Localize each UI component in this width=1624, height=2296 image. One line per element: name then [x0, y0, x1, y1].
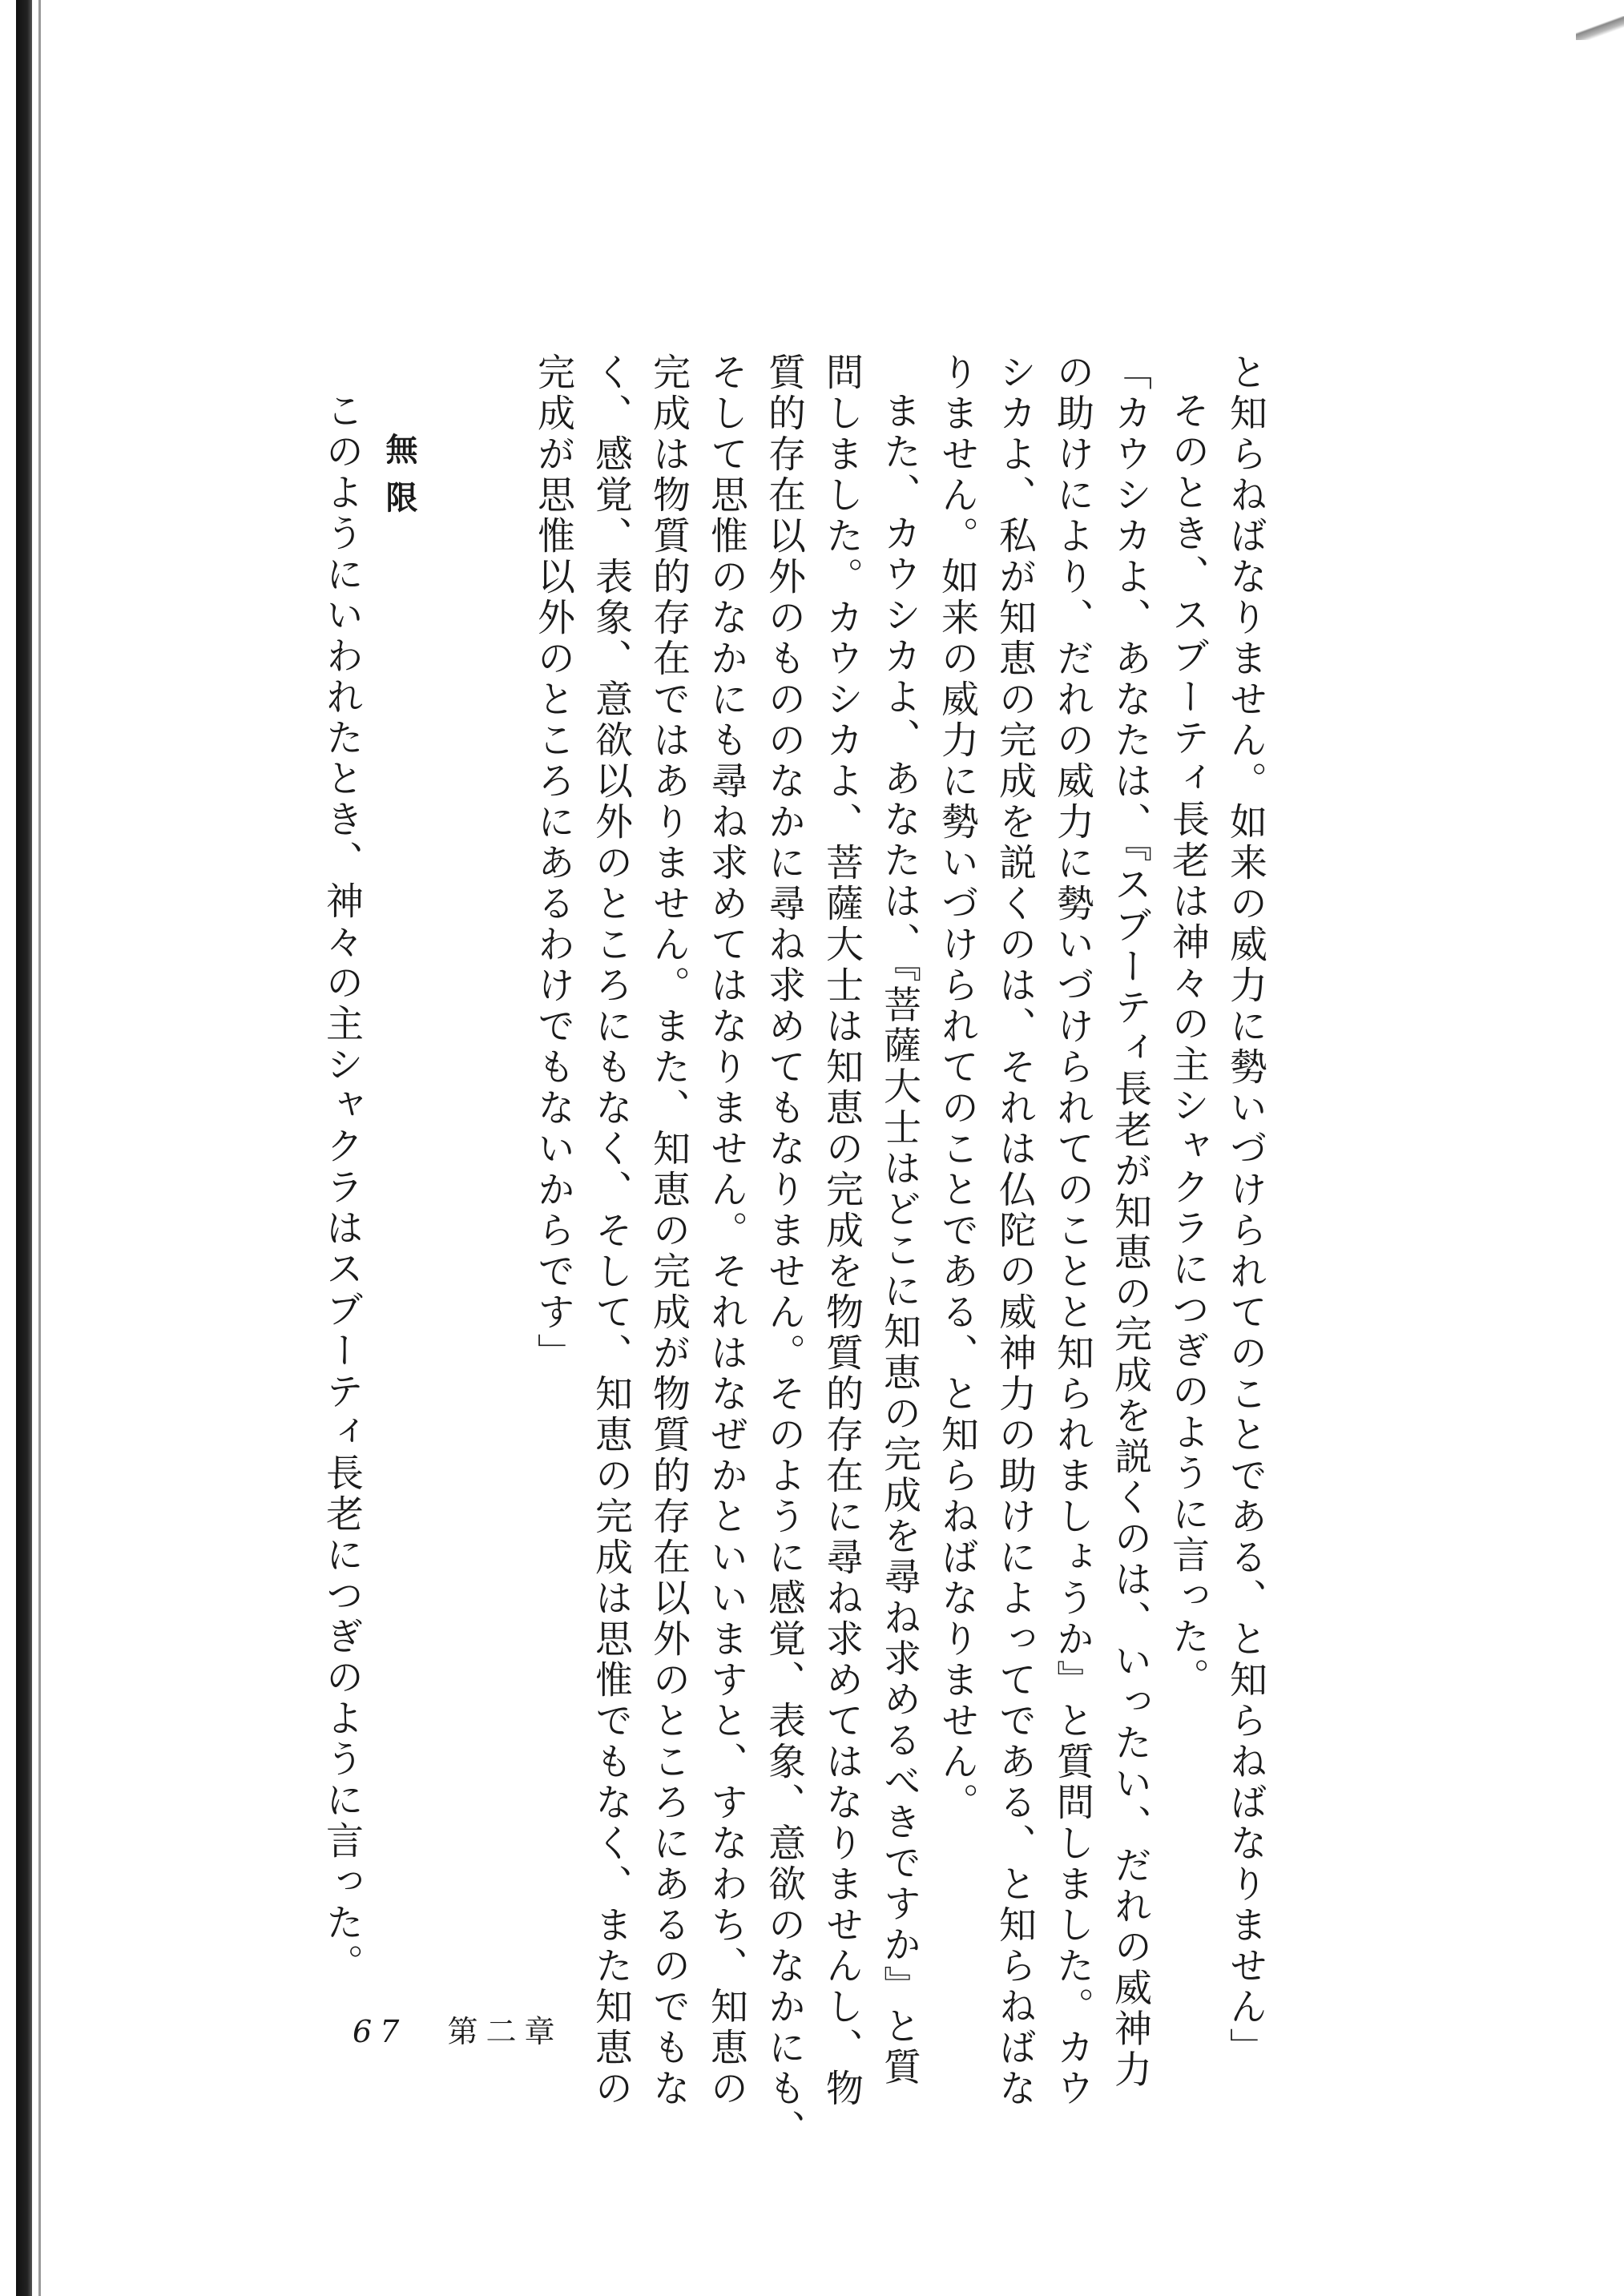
text-column: 完成が思惟以外のところにあるわけでもないからです」 — [531, 352, 575, 1374]
closing-paragraph — [312, 352, 370, 1984]
text-column: りません。如来の威力に勢いづけられてのことである、と知らねばなりません。 — [935, 352, 979, 1823]
text-column: 問しました。カウシカよ、菩薩大士は知恵の完成を物質的存在に尋ね求めてはなりませんし、物 — [820, 352, 864, 2109]
closing-line: このようにいわれたとき、神々の主シャクラはスブーティ長老につぎのように言った。 — [320, 391, 364, 1984]
scan-corner-mark — [1576, 16, 1624, 40]
text-column: の助けにより、だれの威力に勢いづけられてのことと知られましょうか』と質問しました。カウ — [1050, 352, 1094, 2109]
text-column: と知らねばなりません。如来の威力に勢いづけられてのことである、と知らねばなりません」 — [1223, 352, 1267, 2068]
text-column: 「カウシカよ、あなたは、『スブーティ長老が知恵の完成を説くのは、いったい、だれの威神力 — [1108, 352, 1152, 2091]
text-column: そのとき、スブーティ長老は神々の主シャクラにつぎのように言った。 — [1166, 391, 1210, 1698]
page-footer — [353, 2007, 562, 2051]
vertical-body-text — [524, 352, 1274, 2150]
text-column: 完成は物質的存在ではありません。また、知恵の完成が物質的存在以外のところにあるのでもな — [647, 352, 691, 2109]
text-column: また、カウシカよ、あなたは、『菩薩大士はどこに知恵の完成を尋ね求めるべきですか』と質 — [877, 391, 921, 2089]
text-column: そして思惟のなかにも尋ね求めてはなりません。それはなぜかといいますと、すなわち、知恵の — [704, 352, 748, 2109]
text-column: く、感覚、表象、意欲以外のところにもなく、そして、知恵の完成は思惟でもなく、また知恵の — [589, 352, 633, 2109]
book-spine-shadow — [16, 0, 32, 2296]
text-column: シカよ、私が知恵の完成を説くのは、それは仏陀の威神力の助けによってである、と知らねばな — [993, 352, 1037, 2109]
text-column: 質的存在以外のもののなかに尋ね求めてもなりません。そのように感覚、表象、意欲のなかにも、 — [762, 352, 806, 2150]
section-heading: 無限 — [381, 433, 418, 529]
page-number: 67 — [353, 2014, 408, 2049]
chapter-title: 第二章 — [447, 2014, 563, 2049]
gutter-line — [38, 0, 41, 2296]
